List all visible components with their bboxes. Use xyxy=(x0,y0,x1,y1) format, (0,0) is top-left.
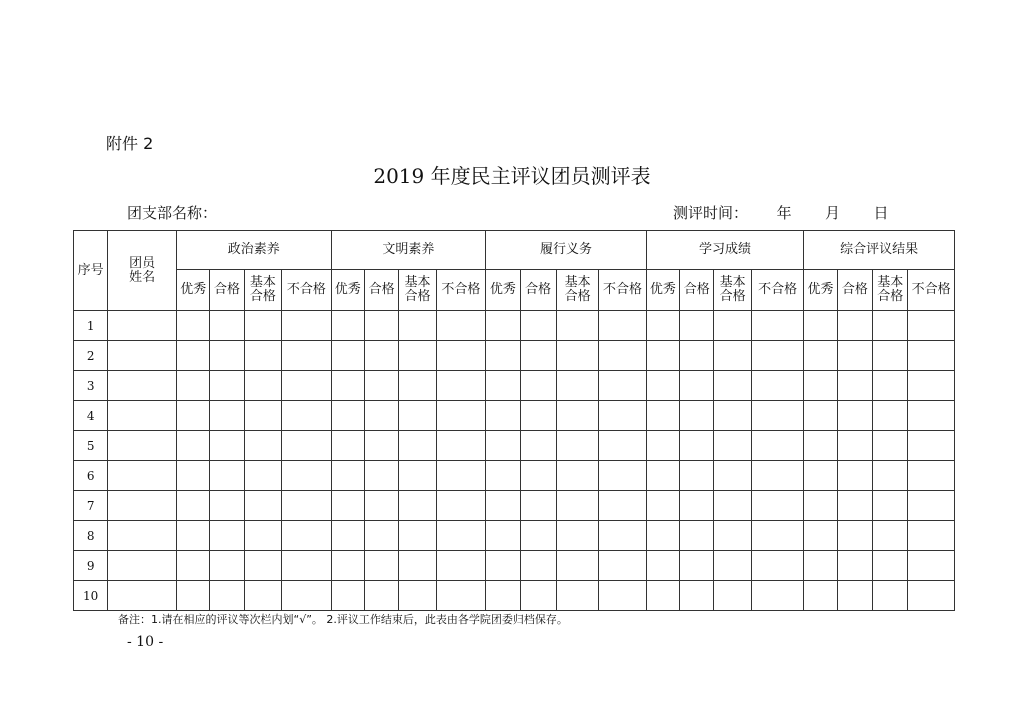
grade-mark-cell[interactable] xyxy=(680,491,714,521)
grade-mark-cell[interactable] xyxy=(873,581,908,611)
grade-unqualified-header: 不合格 xyxy=(436,270,486,311)
grade-mark-cell[interactable] xyxy=(520,491,556,521)
grade-mark-cell[interactable] xyxy=(520,461,556,491)
grade-mark-cell[interactable] xyxy=(210,491,244,521)
grade-basic-qualified-header-line: 基本 xyxy=(719,275,746,290)
grade-basic-qualified-header xyxy=(556,270,598,311)
grade-mark-cell[interactable] xyxy=(520,341,556,371)
grade-basic-qualified-header-line: 基本 xyxy=(404,275,431,290)
grade-mark-cell[interactable] xyxy=(177,311,210,341)
grade-mark-cell[interactable] xyxy=(210,521,244,551)
month-label: 月 xyxy=(825,204,841,222)
grade-mark-cell[interactable] xyxy=(599,581,646,611)
page-number: - 10 - xyxy=(127,634,164,650)
grade-mark-cell[interactable] xyxy=(680,371,714,401)
grade-mark-cell[interactable] xyxy=(837,521,872,551)
grade-mark-cell[interactable] xyxy=(714,431,751,461)
grade-mark-cell[interactable] xyxy=(210,581,244,611)
grade-mark-cell[interactable] xyxy=(331,461,364,491)
grade-mark-cell[interactable] xyxy=(908,551,955,581)
grade-mark-cell[interactable] xyxy=(520,371,556,401)
row-number: 7 xyxy=(74,491,108,521)
grade-mark-cell[interactable] xyxy=(520,311,556,341)
grade-qualified-header: 合格 xyxy=(210,270,244,311)
grade-mark-cell[interactable] xyxy=(282,461,332,491)
row-number: 4 xyxy=(74,401,108,431)
grade-mark-cell[interactable] xyxy=(680,521,714,551)
grade-basic-qualified-header-line: 合格 xyxy=(877,289,904,304)
grade-qualified-header: 合格 xyxy=(364,270,398,311)
grade-mark-cell[interactable] xyxy=(556,431,598,461)
grade-mark-cell[interactable] xyxy=(331,311,364,341)
grade-mark-cell[interactable] xyxy=(436,431,486,461)
day-label: 日 xyxy=(873,204,889,222)
grade-mark-cell[interactable] xyxy=(837,461,872,491)
row-number: 9 xyxy=(74,551,108,581)
grade-mark-cell[interactable] xyxy=(520,401,556,431)
grade-mark-cell[interactable] xyxy=(210,341,244,371)
grade-mark-cell[interactable] xyxy=(714,401,751,431)
grade-mark-cell[interactable] xyxy=(364,491,398,521)
grade-mark-cell[interactable] xyxy=(486,341,520,371)
table-row xyxy=(74,551,955,581)
grade-mark-cell[interactable] xyxy=(556,581,598,611)
grade-mark-cell[interactable] xyxy=(331,431,364,461)
grade-mark-cell[interactable] xyxy=(646,581,679,611)
grade-mark-cell[interactable] xyxy=(837,491,872,521)
grade-mark-cell[interactable] xyxy=(646,431,679,461)
grade-mark-cell[interactable] xyxy=(399,461,436,491)
grade-mark-cell[interactable] xyxy=(364,581,398,611)
grade-mark-cell[interactable] xyxy=(282,431,332,461)
grade-mark-cell[interactable] xyxy=(399,371,436,401)
grade-basic-qualified-header-line: 基本 xyxy=(877,275,904,290)
grade-mark-cell[interactable] xyxy=(244,311,281,341)
grade-mark-cell[interactable] xyxy=(646,371,679,401)
grade-mark-cell[interactable] xyxy=(282,491,332,521)
grade-basic-qualified-header-line: 基本 xyxy=(249,275,276,290)
row-number: 3 xyxy=(74,371,108,401)
grade-mark-cell[interactable] xyxy=(908,521,955,551)
grade-mark-cell[interactable] xyxy=(680,461,714,491)
grade-mark-cell[interactable] xyxy=(837,431,872,461)
grade-mark-cell[interactable] xyxy=(244,341,281,371)
table-row xyxy=(74,341,955,371)
grade-mark-cell[interactable] xyxy=(714,461,751,491)
grade-mark-cell[interactable] xyxy=(399,521,436,551)
grade-mark-cell[interactable] xyxy=(751,521,804,551)
grade-mark-cell[interactable] xyxy=(837,551,872,581)
grade-mark-cell[interactable] xyxy=(751,431,804,461)
grade-mark-cell[interactable] xyxy=(680,431,714,461)
grade-mark-cell[interactable] xyxy=(751,401,804,431)
grade-mark-cell[interactable] xyxy=(646,341,679,371)
category-header: 政治素养 xyxy=(177,231,332,270)
table-row xyxy=(74,401,955,431)
grade-mark-cell[interactable] xyxy=(331,401,364,431)
grade-unqualified-header: 不合格 xyxy=(599,270,646,311)
grade-mark-cell[interactable] xyxy=(751,371,804,401)
grade-mark-cell[interactable] xyxy=(751,491,804,521)
grade-mark-cell[interactable] xyxy=(556,311,598,341)
grade-mark-cell[interactable] xyxy=(873,311,908,341)
grade-mark-cell[interactable] xyxy=(210,311,244,341)
grade-mark-cell[interactable] xyxy=(364,371,398,401)
grade-mark-cell[interactable] xyxy=(282,371,332,401)
grade-basic-qualified-header-line: 合格 xyxy=(249,289,276,304)
grade-mark-cell[interactable] xyxy=(873,371,908,401)
grade-excellent-header: 优秀 xyxy=(804,270,837,311)
attachment-label: 附件 2 xyxy=(106,134,154,153)
grade-mark-cell[interactable] xyxy=(646,461,679,491)
grade-mark-cell[interactable] xyxy=(837,401,872,431)
grade-mark-cell[interactable] xyxy=(556,551,598,581)
grade-mark-cell[interactable] xyxy=(908,461,955,491)
grade-mark-cell[interactable] xyxy=(364,521,398,551)
grade-mark-cell[interactable] xyxy=(436,461,486,491)
table-row xyxy=(74,431,955,461)
member-name-cell[interactable] xyxy=(108,431,177,461)
grade-mark-cell[interactable] xyxy=(436,581,486,611)
grade-mark-cell[interactable] xyxy=(908,311,955,341)
grade-mark-cell[interactable] xyxy=(556,521,598,551)
grade-mark-cell[interactable] xyxy=(436,311,486,341)
grade-mark-cell[interactable] xyxy=(436,491,486,521)
grade-mark-cell[interactable] xyxy=(177,551,210,581)
grade-mark-cell[interactable] xyxy=(399,581,436,611)
grade-mark-cell[interactable] xyxy=(646,491,679,521)
row-number: 10 xyxy=(74,581,108,611)
grade-mark-cell[interactable] xyxy=(244,521,281,551)
grade-mark-cell[interactable] xyxy=(908,341,955,371)
grade-mark-cell[interactable] xyxy=(486,521,520,551)
grade-basic-qualified-header xyxy=(399,270,436,311)
grade-qualified-header: 合格 xyxy=(680,270,714,311)
grade-mark-cell[interactable] xyxy=(714,491,751,521)
grade-mark-cell[interactable] xyxy=(556,341,598,371)
row-number: 1 xyxy=(74,311,108,341)
evaluation-time xyxy=(673,202,888,223)
grade-mark-cell[interactable] xyxy=(873,551,908,581)
evaluation-time-label: 测评时间： xyxy=(673,204,749,222)
category-header: 文明素养 xyxy=(331,231,486,270)
table-row xyxy=(74,461,955,491)
grade-mark-cell[interactable] xyxy=(804,311,837,341)
grade-mark-cell[interactable] xyxy=(364,311,398,341)
grade-excellent-header: 优秀 xyxy=(331,270,364,311)
grade-basic-qualified-header xyxy=(873,270,908,311)
grade-mark-cell[interactable] xyxy=(646,551,679,581)
grade-qualified-header: 合格 xyxy=(520,270,556,311)
grade-mark-cell[interactable] xyxy=(244,551,281,581)
grade-mark-cell[interactable] xyxy=(399,341,436,371)
grade-mark-cell[interactable] xyxy=(599,521,646,551)
grade-mark-cell[interactable] xyxy=(837,581,872,611)
grade-mark-cell[interactable] xyxy=(804,401,837,431)
grade-mark-cell[interactable] xyxy=(556,461,598,491)
grade-mark-cell[interactable] xyxy=(680,551,714,581)
category-header: 综合评议结果 xyxy=(804,231,955,270)
grade-mark-cell[interactable] xyxy=(282,521,332,551)
grade-mark-cell[interactable] xyxy=(804,341,837,371)
member-name-header-line2: 姓名 xyxy=(129,269,156,285)
grade-basic-qualified-header xyxy=(714,270,751,311)
grade-mark-cell[interactable] xyxy=(399,311,436,341)
row-number: 6 xyxy=(74,461,108,491)
grade-mark-cell[interactable] xyxy=(804,461,837,491)
grade-mark-cell[interactable] xyxy=(486,551,520,581)
grade-mark-cell[interactable] xyxy=(837,341,872,371)
grade-mark-cell[interactable] xyxy=(399,551,436,581)
table-row xyxy=(74,371,955,401)
grade-mark-cell[interactable] xyxy=(714,551,751,581)
grade-mark-cell[interactable] xyxy=(331,371,364,401)
grade-excellent-header: 优秀 xyxy=(177,270,210,311)
grade-mark-cell[interactable] xyxy=(364,431,398,461)
grade-mark-cell[interactable] xyxy=(486,401,520,431)
grade-excellent-header: 优秀 xyxy=(486,270,520,311)
grade-mark-cell[interactable] xyxy=(177,341,210,371)
grade-mark-cell[interactable] xyxy=(282,551,332,581)
member-name-header xyxy=(108,231,177,311)
grade-mark-cell[interactable] xyxy=(436,551,486,581)
grade-mark-cell[interactable] xyxy=(804,491,837,521)
grade-excellent-header: 优秀 xyxy=(646,270,679,311)
row-number: 2 xyxy=(74,341,108,371)
member-name-cell[interactable] xyxy=(108,371,177,401)
grade-mark-cell[interactable] xyxy=(804,551,837,581)
grade-mark-cell[interactable] xyxy=(908,491,955,521)
grade-mark-cell[interactable] xyxy=(486,311,520,341)
grade-mark-cell[interactable] xyxy=(873,431,908,461)
grade-mark-cell[interactable] xyxy=(331,491,364,521)
grade-mark-cell[interactable] xyxy=(908,581,955,611)
category-header: 学习成绩 xyxy=(646,231,804,270)
grade-mark-cell[interactable] xyxy=(520,551,556,581)
grade-mark-cell[interactable] xyxy=(399,401,436,431)
grade-mark-cell[interactable] xyxy=(331,551,364,581)
grade-mark-cell[interactable] xyxy=(520,431,556,461)
grade-mark-cell[interactable] xyxy=(364,551,398,581)
grade-mark-cell[interactable] xyxy=(364,401,398,431)
member-name-cell[interactable] xyxy=(108,341,177,371)
grade-mark-cell[interactable] xyxy=(714,521,751,551)
grade-mark-cell[interactable] xyxy=(364,341,398,371)
grade-mark-cell[interactable] xyxy=(646,311,679,341)
grade-mark-cell[interactable] xyxy=(714,371,751,401)
grade-mark-cell[interactable] xyxy=(282,341,332,371)
member-name-cell[interactable] xyxy=(108,521,177,551)
grade-mark-cell[interactable] xyxy=(436,371,486,401)
grade-mark-cell[interactable] xyxy=(486,461,520,491)
grade-mark-cell[interactable] xyxy=(486,491,520,521)
grade-unqualified-header: 不合格 xyxy=(282,270,332,311)
grade-mark-cell[interactable] xyxy=(680,341,714,371)
row-number: 5 xyxy=(74,431,108,461)
grade-mark-cell[interactable] xyxy=(714,341,751,371)
grade-mark-cell[interactable] xyxy=(804,371,837,401)
grade-mark-cell[interactable] xyxy=(177,521,210,551)
grade-mark-cell[interactable] xyxy=(486,431,520,461)
grade-mark-cell[interactable] xyxy=(282,401,332,431)
grade-mark-cell[interactable] xyxy=(804,581,837,611)
evaluation-table xyxy=(73,230,955,611)
grade-mark-cell[interactable] xyxy=(177,491,210,521)
grade-mark-cell[interactable] xyxy=(599,551,646,581)
member-name-cell[interactable] xyxy=(108,311,177,341)
grade-mark-cell[interactable] xyxy=(680,401,714,431)
table-row xyxy=(74,491,955,521)
grade-mark-cell[interactable] xyxy=(599,371,646,401)
grade-mark-cell[interactable] xyxy=(873,401,908,431)
grade-mark-cell[interactable] xyxy=(751,341,804,371)
grade-mark-cell[interactable] xyxy=(804,431,837,461)
grade-mark-cell[interactable] xyxy=(436,341,486,371)
grade-mark-cell[interactable] xyxy=(520,581,556,611)
grade-mark-cell[interactable] xyxy=(364,461,398,491)
page-title: 2019 年度民主评议团员测评表 xyxy=(373,164,651,188)
grade-mark-cell[interactable] xyxy=(599,311,646,341)
grade-basic-qualified-header-line: 合格 xyxy=(404,289,431,304)
grade-mark-cell[interactable] xyxy=(244,431,281,461)
grade-mark-cell[interactable] xyxy=(244,401,281,431)
grade-mark-cell[interactable] xyxy=(210,551,244,581)
grade-mark-cell[interactable] xyxy=(908,401,955,431)
grade-basic-qualified-header-line: 合格 xyxy=(719,289,746,304)
grade-mark-cell[interactable] xyxy=(908,371,955,401)
table-row xyxy=(74,581,955,611)
branch-name-label: 团支部名称： xyxy=(127,204,218,222)
table-row xyxy=(74,311,955,341)
grade-unqualified-header: 不合格 xyxy=(908,270,955,311)
grade-mark-cell[interactable] xyxy=(177,581,210,611)
grade-mark-cell[interactable] xyxy=(599,341,646,371)
grade-mark-cell[interactable] xyxy=(646,401,679,431)
grade-mark-cell[interactable] xyxy=(282,581,332,611)
member-name-cell[interactable] xyxy=(108,491,177,521)
grade-mark-cell[interactable] xyxy=(873,491,908,521)
grade-mark-cell[interactable] xyxy=(331,521,364,551)
grade-qualified-header: 合格 xyxy=(837,270,872,311)
grade-mark-cell[interactable] xyxy=(331,341,364,371)
grade-mark-cell[interactable] xyxy=(399,491,436,521)
row-number: 8 xyxy=(74,521,108,551)
grade-mark-cell[interactable] xyxy=(714,311,751,341)
grade-mark-cell[interactable] xyxy=(177,401,210,431)
grade-mark-cell[interactable] xyxy=(599,431,646,461)
grade-mark-cell[interactable] xyxy=(873,461,908,491)
grade-basic-qualified-header xyxy=(244,270,281,311)
member-name-cell[interactable] xyxy=(108,581,177,611)
grade-mark-cell[interactable] xyxy=(486,371,520,401)
grade-mark-cell[interactable] xyxy=(751,311,804,341)
grade-mark-cell[interactable] xyxy=(210,371,244,401)
member-name-cell[interactable] xyxy=(108,401,177,431)
grade-mark-cell[interactable] xyxy=(556,491,598,521)
grade-basic-qualified-header-line: 合格 xyxy=(564,289,591,304)
grade-mark-cell[interactable] xyxy=(646,521,679,551)
grade-mark-cell[interactable] xyxy=(282,311,332,341)
grade-mark-cell[interactable] xyxy=(436,521,486,551)
seq-header: 序号 xyxy=(74,231,108,311)
grade-mark-cell[interactable] xyxy=(599,401,646,431)
member-name-cell[interactable] xyxy=(108,551,177,581)
grade-mark-cell[interactable] xyxy=(680,581,714,611)
grade-mark-cell[interactable] xyxy=(331,581,364,611)
member-name-header-line1: 团员 xyxy=(129,255,156,271)
grade-mark-cell[interactable] xyxy=(210,461,244,491)
member-name-cell[interactable] xyxy=(108,461,177,491)
grade-mark-cell[interactable] xyxy=(210,431,244,461)
grade-mark-cell[interactable] xyxy=(436,401,486,431)
grade-mark-cell[interactable] xyxy=(244,461,281,491)
grade-mark-cell[interactable] xyxy=(873,341,908,371)
grade-mark-cell[interactable] xyxy=(399,431,436,461)
grade-mark-cell[interactable] xyxy=(486,581,520,611)
grade-mark-cell[interactable] xyxy=(804,521,837,551)
table-row xyxy=(74,521,955,551)
grade-mark-cell[interactable] xyxy=(177,371,210,401)
grade-mark-cell[interactable] xyxy=(599,461,646,491)
grade-mark-cell[interactable] xyxy=(837,371,872,401)
grade-mark-cell[interactable] xyxy=(599,491,646,521)
grade-mark-cell[interactable] xyxy=(908,431,955,461)
grade-mark-cell[interactable] xyxy=(556,401,598,431)
grade-mark-cell[interactable] xyxy=(680,311,714,341)
year-label: 年 xyxy=(776,204,792,222)
footnote: 备注：1.请在相应的评议等次栏内划“√”。 2.评议工作结束后，此表由各学院团委归档保存。 xyxy=(118,613,568,626)
grade-mark-cell[interactable] xyxy=(210,401,244,431)
grade-mark-cell[interactable] xyxy=(714,581,751,611)
grade-mark-cell[interactable] xyxy=(837,311,872,341)
grade-mark-cell[interactable] xyxy=(244,491,281,521)
grade-mark-cell[interactable] xyxy=(751,551,804,581)
grade-mark-cell[interactable] xyxy=(751,461,804,491)
category-header: 履行义务 xyxy=(486,231,647,270)
grade-mark-cell[interactable] xyxy=(244,581,281,611)
grade-mark-cell[interactable] xyxy=(556,371,598,401)
grade-mark-cell[interactable] xyxy=(244,371,281,401)
grade-mark-cell[interactable] xyxy=(177,431,210,461)
grade-mark-cell[interactable] xyxy=(873,521,908,551)
grade-mark-cell[interactable] xyxy=(520,521,556,551)
grade-mark-cell[interactable] xyxy=(177,461,210,491)
grade-basic-qualified-header-line: 基本 xyxy=(564,275,591,290)
grade-unqualified-header: 不合格 xyxy=(751,270,804,311)
grade-mark-cell[interactable] xyxy=(751,581,804,611)
